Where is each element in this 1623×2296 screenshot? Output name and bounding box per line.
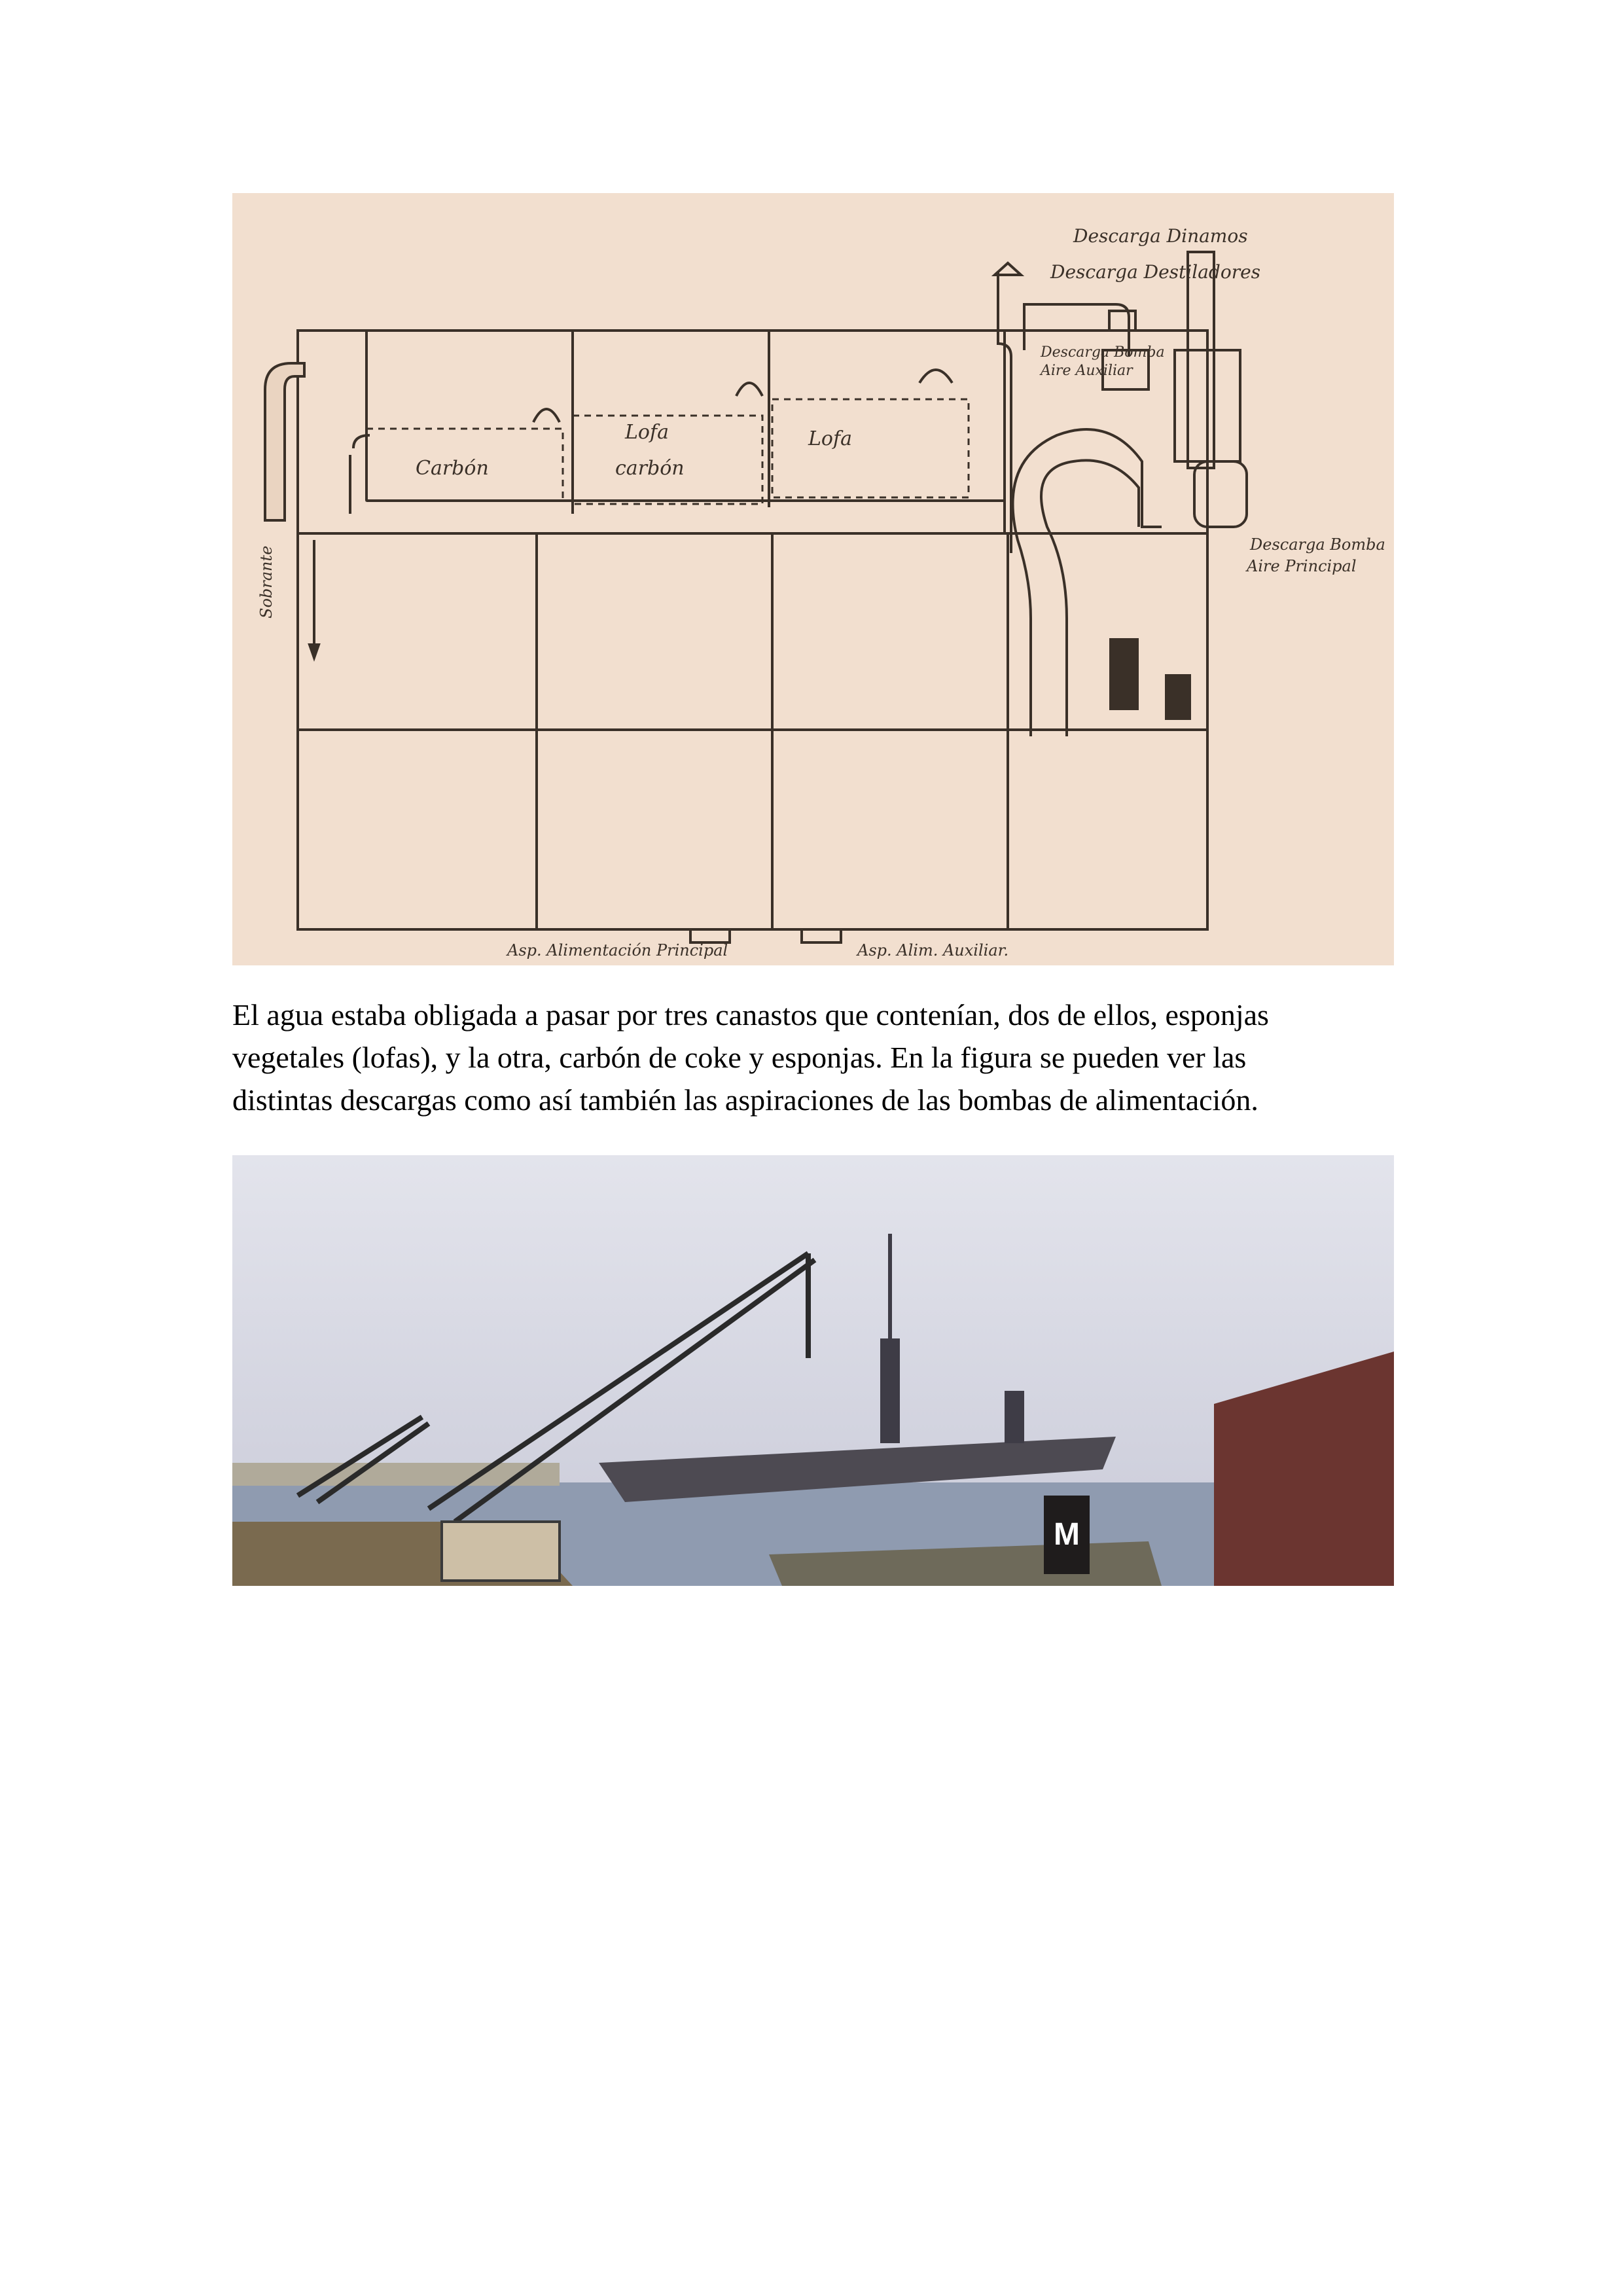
filter-tank-diagram <box>232 193 1394 965</box>
label-descarga-destiladores: Descarga Destiladores <box>1050 261 1261 283</box>
label-sobrante: Sobrante <box>257 545 276 619</box>
label-carbon-2: carbón <box>615 457 685 480</box>
caption-line-3: distintas descargas como así también las aspiraciones de las bombas de alimentación. <box>232 1083 1258 1117</box>
label-descarga-bomba-aux-2: Aire Auxiliar <box>1041 363 1133 379</box>
label-lofa-2: Lofa <box>808 427 852 450</box>
label-descarga-bomba-principal-1: Descarga Bomba <box>1250 535 1385 554</box>
funnel-letter: M <box>1054 1517 1080 1552</box>
label-asp-alimentacion-principal: Asp. Alimentación Principal <box>507 941 728 960</box>
label-carbon: Carbón <box>416 457 489 480</box>
harbour-photo <box>232 1155 1394 1586</box>
diagram-paper <box>232 193 1394 965</box>
crane-cab <box>442 1522 560 1581</box>
label-lofa-1: Lofa <box>625 421 669 444</box>
caption-line-2: vegetales (lofas), y la otra, carbón de coke y esponjas. En la figura se pueden ver las <box>232 1041 1247 1074</box>
caption <box>232 994 1394 1121</box>
battleship-mast <box>880 1338 900 1443</box>
label-descarga-bomba-principal-2: Aire Principal <box>1247 557 1357 575</box>
label-descarga-bomba-aux-1: Descarga Bomba <box>1041 344 1165 361</box>
label-asp-alim-auxiliar: Asp. Alim. Auxiliar. <box>857 941 1009 960</box>
caption-line-1: El agua estaba obligada a pasar por tres canastos que contenían, dos de ellos, esponjas <box>232 998 1269 1031</box>
label-descarga-dinamos: Descarga Dinamos <box>1073 225 1248 247</box>
